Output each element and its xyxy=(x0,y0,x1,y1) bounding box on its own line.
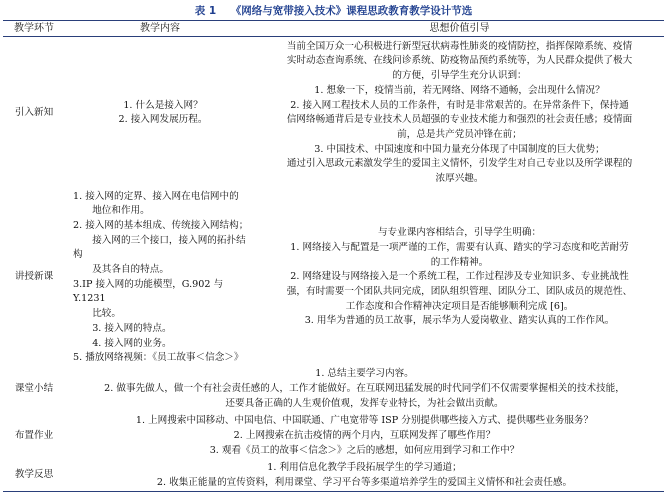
guide-line: 信网络畅通背后是专业技术人员超强的专业技术能力和强烈的社会责任感；疫情面 xyxy=(286,114,633,126)
guide-line: 实时动态查询系统、在线问诊系统、防疫物品预约系统等，为人民群众提供了极大 xyxy=(286,55,633,67)
guide-line: 的工作精神。 xyxy=(430,256,489,268)
guide-line: 2. 做事先做人，做一个有社会责任感的人，工作才能做好。在互联网迅猛发展的时代同学们不仅需要掌握相关的技术技能， xyxy=(104,383,625,395)
content-line: 及其各自的特点。 xyxy=(92,264,169,276)
guide-line: 2. 接入网工程技术人员的工作条件，有时是非常艰苦的。在异常条件下，保持通 xyxy=(290,99,629,111)
table-row xyxy=(3,413,664,460)
table-row xyxy=(3,366,664,413)
content-line: 2. 接入网发展历程。 xyxy=(118,114,208,126)
guide-line: 3. 观看《员工的故事＜信念＞》之后的感想，如何应用到学习和工作中？ xyxy=(209,444,520,456)
row-stage: 讲授新课 xyxy=(14,271,54,283)
guide-line: 1. 上网搜索中国移动、中国电信、中国联通、广电宽带等 ISP 分别提供哪些接入方式、提供哪些业务服务？ xyxy=(135,415,594,427)
table-caption-title: 《网络与宽带接入技术》课程思政教育教学设计节选 xyxy=(230,5,473,17)
row-guide xyxy=(65,413,664,460)
content-line: 4. 接入网的业务。 xyxy=(92,337,172,349)
table-row xyxy=(3,190,664,366)
guide-line: 与专业课内容相结合，引导学生明确： xyxy=(377,227,542,239)
row-content xyxy=(65,190,255,366)
guide-line: 前，总是共产党员冲锋在前； xyxy=(397,128,522,140)
content-line: 3. 接入网的特点。 xyxy=(92,322,172,334)
content-line: 地位和作用。 xyxy=(92,205,150,217)
guide-line: 1. 利用信息化教学手段拓展学生的学习通道； xyxy=(267,461,462,473)
row-stage: 布置作业 xyxy=(14,430,54,442)
table-row xyxy=(3,460,664,492)
row-stage: 教学反思 xyxy=(14,469,54,481)
content-line: 5. 播放网络视频：《员工故事＜信念＞》 xyxy=(73,352,244,364)
guide-line: 1. 总结主要学习内容。 xyxy=(315,368,414,380)
guide-line: 的方便，引导学生充分认识到： xyxy=(392,70,527,82)
row-guide xyxy=(65,460,664,492)
guide-line: 1. 想象一下，疫情当前，若无网络、网络不通畅，会出现什么情况？ xyxy=(314,84,605,96)
guide-line: 还要具备正确的人生观价值观，发挥专业特长，为社会做出贡献。 xyxy=(225,397,504,409)
guide-line: 1. 网络接入与配置是一项严谨的工作，需要有认真、踏实的学习态度和吃苦耐劳 xyxy=(290,241,629,253)
row-guide xyxy=(255,190,664,366)
guide-line: 2. 收集正能量的宣传资料，利用课堂、学习平台等多渠道培养学生的爱国主义情怀和社会责任感。 xyxy=(156,476,573,488)
guide-line: 浓厚兴趣。 xyxy=(435,173,484,185)
table-caption-label: 表 1 xyxy=(194,5,217,17)
header-content: 教学内容 xyxy=(65,21,255,37)
row-content xyxy=(65,37,255,190)
content-line: 比较。 xyxy=(92,308,121,320)
row-guide xyxy=(65,366,664,413)
course-design-table xyxy=(3,20,664,492)
content-line: 1. 什么是接入网？ xyxy=(123,99,203,111)
guide-line: 强，有时需要一个团队共同完成，团队组织管理、团队分工、团队成员的规范性、 xyxy=(286,286,633,298)
guide-line: 3. 用华为普通的员工故事，展示华为人爱岗敬业、踏实认真的工作作风。 xyxy=(304,315,615,327)
guide-line: 3. 中国技术、中国速度和中国力量充分体现了中国制度的巨大优势； xyxy=(314,143,605,155)
row-guide xyxy=(255,37,664,190)
content-line: 3.IP 接入网的功能模型，G.902 与 Y.1231 xyxy=(73,278,224,305)
row-stage: 引入新知 xyxy=(14,106,54,118)
header-stage: 教学环节 xyxy=(3,21,65,37)
content-line: 接入网的三个接口，接入网的拓扑结构 xyxy=(73,234,246,261)
guide-line: 当前全国万众一心积极进行新型冠状病毒性肺炎的疫情防控，指挥保障系统、疫情 xyxy=(286,40,633,52)
row-stage: 课堂小结 xyxy=(14,383,54,395)
table-header-row xyxy=(3,21,664,37)
content-line: 1. 接入网的定界、接入网在电信网中的 xyxy=(73,190,239,202)
header-guide: 思想价值引导 xyxy=(255,21,664,37)
table-caption xyxy=(0,2,667,20)
guide-line: 通过引入思政元素激发学生的爱国主义情怀，引发学生对自己专业以及所学课程的 xyxy=(286,158,633,170)
guide-line: 2. 上网搜索在抗击疫情的两个月内，互联网发挥了哪些作用？ xyxy=(233,430,496,442)
content-line: 2. 接入网的基本组成、传统接入网结构； xyxy=(73,219,249,231)
guide-line: 工作态度和合作精神决定项目是否能够顺利完成 [6]。 xyxy=(345,300,574,312)
table-row xyxy=(3,37,664,190)
guide-line: 2. 网络建设与网络接入是一个系统工程，工作过程涉及专业知识多、专业挑战性 xyxy=(290,271,629,283)
